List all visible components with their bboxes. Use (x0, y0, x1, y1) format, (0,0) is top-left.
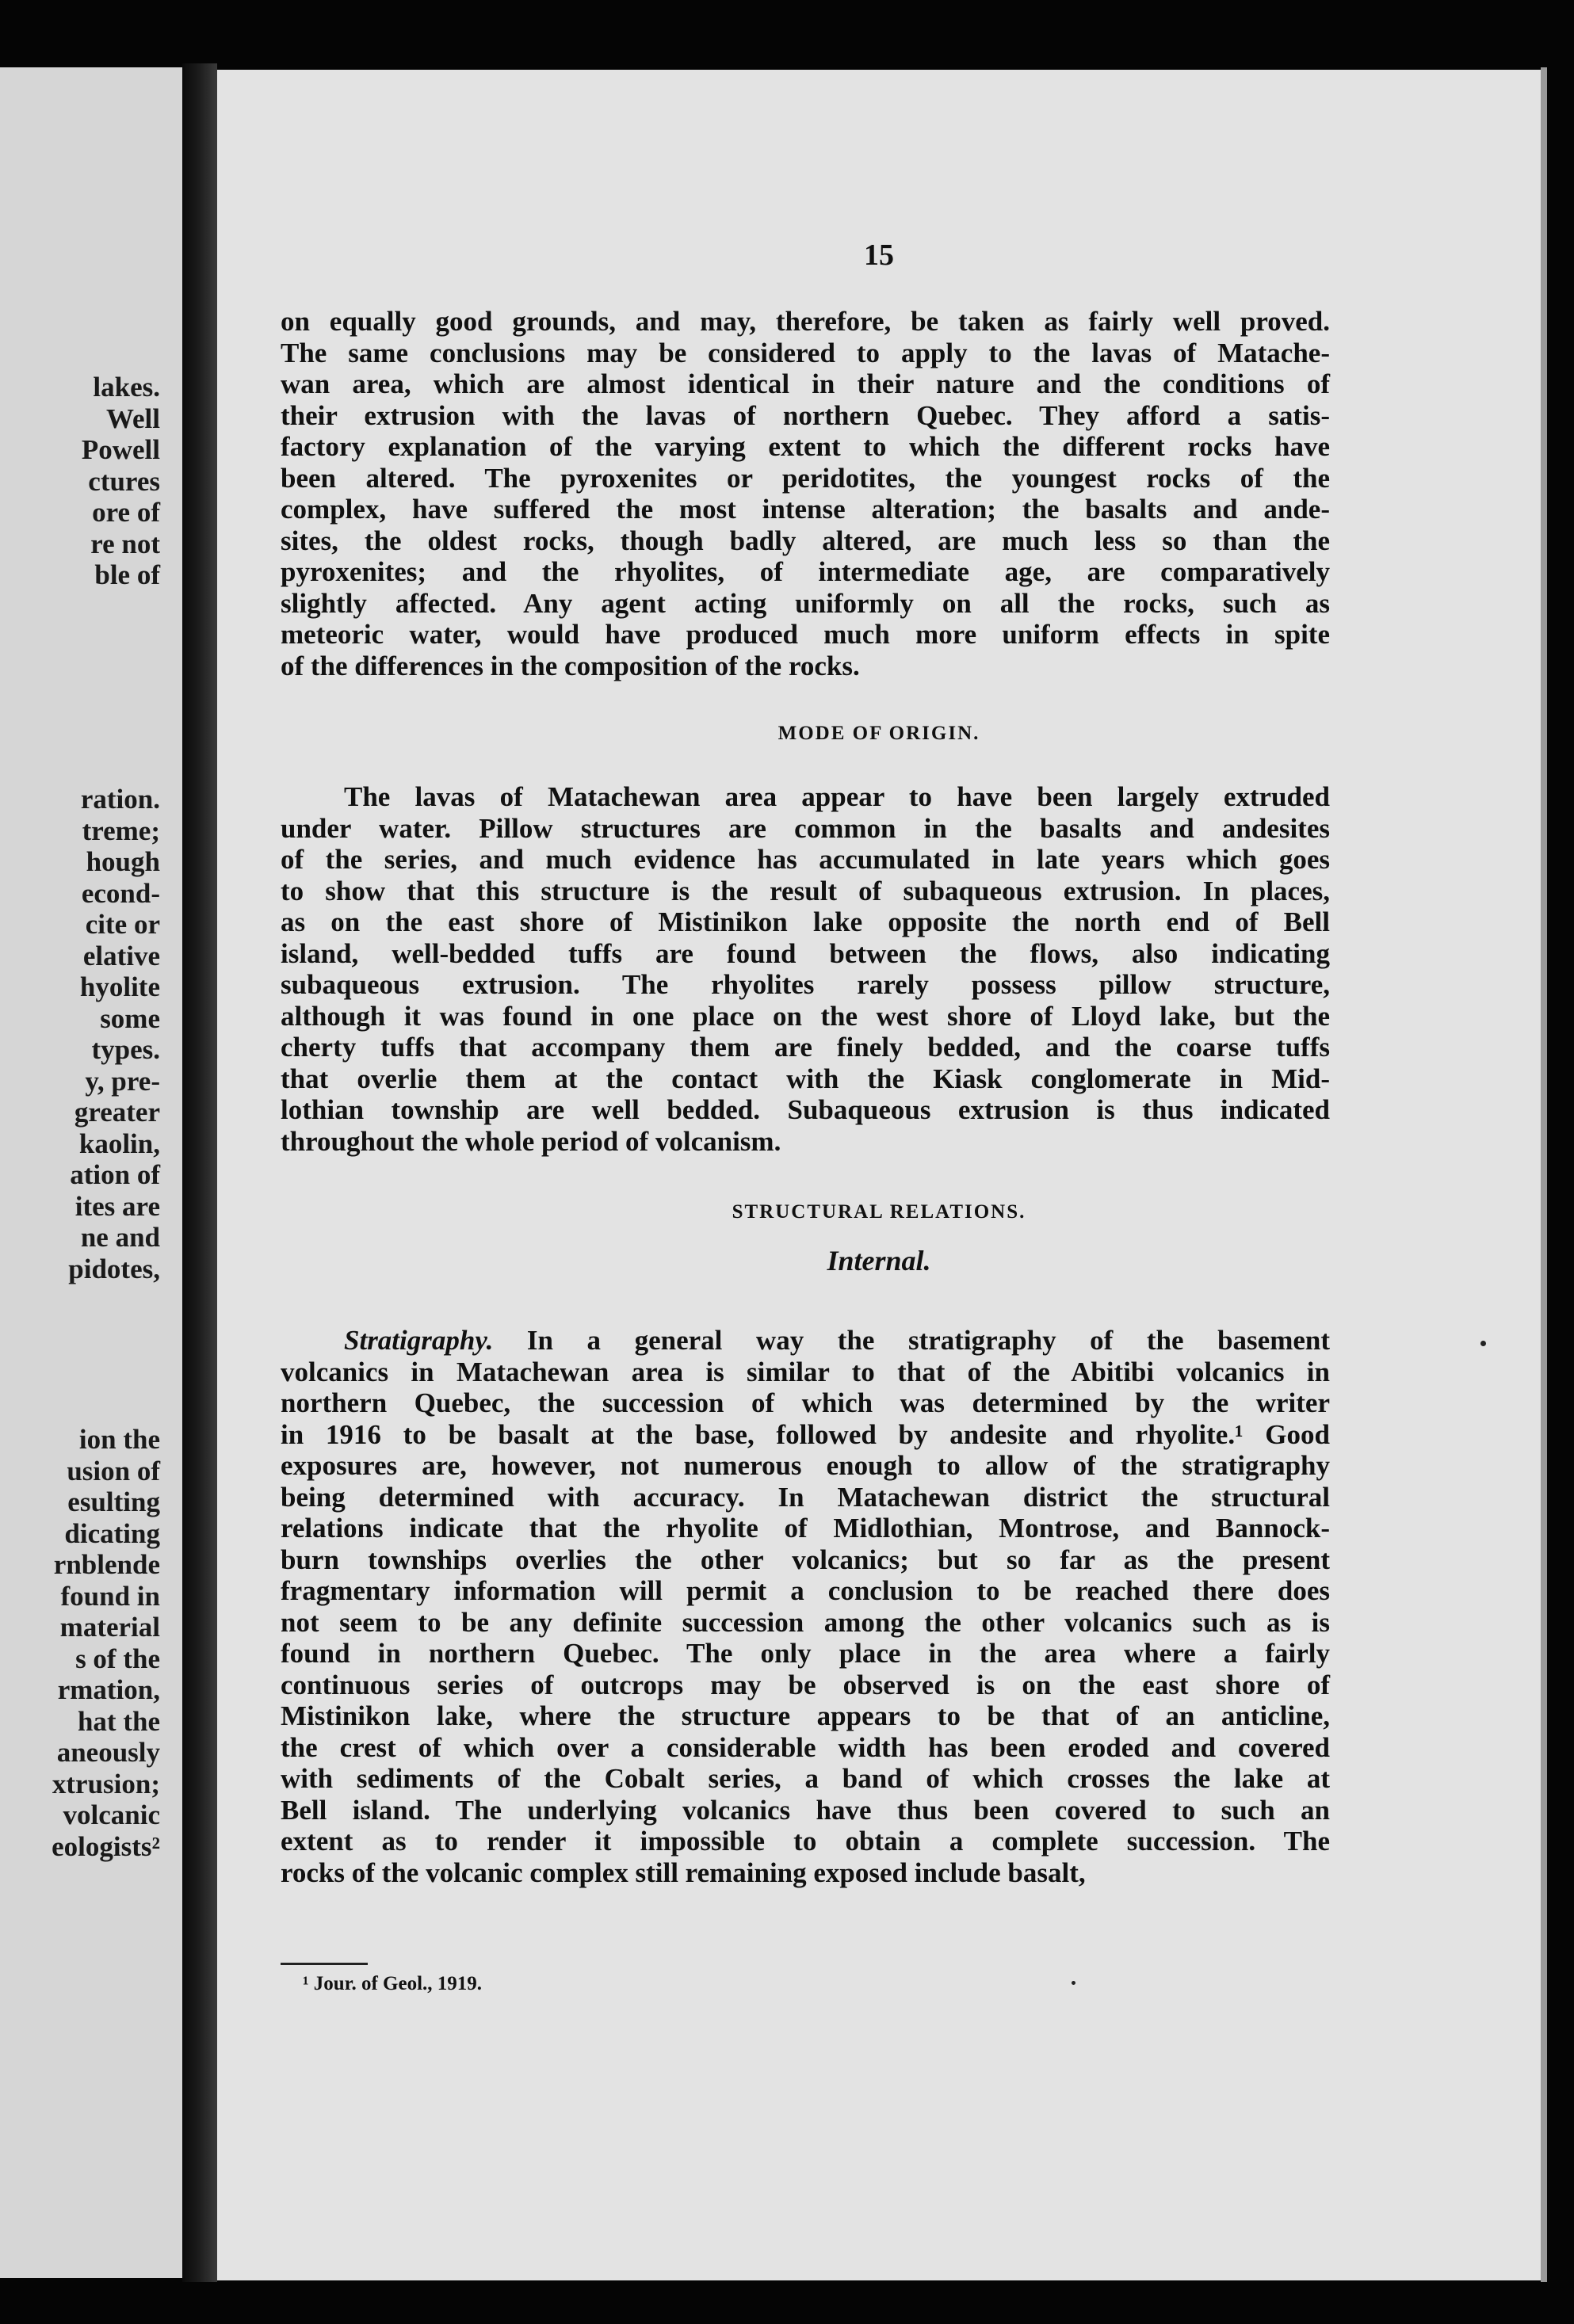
left-page-line-fragment: re not (90, 528, 160, 559)
left-page-text-block-3 (0, 1424, 182, 1862)
paragraph-line: been altered. The pyroxenites or peridotites, the youngest rocks of the (281, 462, 1330, 494)
left-page-line-fragment: greater (74, 1097, 160, 1128)
paragraph-line: as on the east shore of Mistinikon lake opposite the north end of Bell (281, 906, 1330, 937)
paragraph-line: slightly affected. Any agent acting uniformly on all the rocks, such as (281, 587, 1330, 619)
paragraph-line: burn townships overlies the other volcanics; but so far as the present (281, 1544, 1330, 1575)
book-gutter (182, 63, 217, 2282)
paragraph-line: found in northern Quebec. The only place in the area where a fairly (281, 1638, 1330, 1669)
section-heading-structural-relations: STRUCTURAL RELATIONS. (732, 1201, 1026, 1223)
paragraph-line: Bell island. The underlying volcanics have thus been covered to such an (281, 1794, 1330, 1826)
paragraph-line: volcanics in Matachewan area is similar to that of the Abitibi volcanics in (281, 1356, 1330, 1387)
runin-heading-stratigraphy: Stratigraphy. (344, 1325, 494, 1356)
paragraph-line: to show that this structure is the result of subaqueous extrusion. In places, (281, 875, 1330, 906)
left-page-line-fragment: s of the (75, 1643, 160, 1674)
left-page-line-fragment: hyolite (79, 971, 160, 1002)
paragraph-line: in 1916 to be basalt at the base, followed by andesite and rhyolite.¹ Good (281, 1418, 1330, 1450)
paragraph-line: island, well-bedded tuffs are found between the flows, also indicating (281, 937, 1330, 969)
subheading-internal: Internal. (827, 1245, 931, 1276)
left-page-line-fragment: ites are (74, 1190, 160, 1222)
left-page-line-fragment: some (100, 1002, 160, 1034)
left-page-line-fragment: Well (105, 403, 160, 434)
paragraph-line: relations indicate that the rhyolite of Midlothian, Montrose, and Bannock- (281, 1513, 1330, 1544)
paragraph-line: although it was found in one place on the west shore of Lloyd lake, but the (281, 1000, 1330, 1032)
paragraph-line: their extrusion with the lavas of northern Quebec. They afford a satis- (281, 399, 1330, 431)
section-heading-mode-of-origin: MODE OF ORIGIN. (777, 723, 980, 744)
paragraph-mode-of-origin (281, 781, 1330, 1157)
paragraph-line: rocks of the volcanic complex still remaining exposed include basalt, (281, 1857, 1086, 1888)
left-page-line-fragment: hat the (77, 1705, 160, 1737)
paragraph-line: continuous series of outcrops may be observed is on the east shore of (281, 1669, 1330, 1700)
left-page-line-fragment: elative (82, 940, 160, 971)
paragraph-line: with sediments of the Cobalt series, a band of which crosses the lake at (281, 1763, 1330, 1794)
left-page-line-fragment: found in (60, 1580, 160, 1612)
paragraph-line: under water. Pillow structures are common in the basalts and andesites (281, 812, 1330, 844)
paragraph-line-text: In a general way the stratigraphy of the basement (526, 1325, 1331, 1356)
left-page-line-fragment: types. (91, 1034, 160, 1065)
left-page-line-fragment: aneously (56, 1737, 160, 1768)
page-number: 15 (864, 239, 894, 272)
paragraph-line: wan area, which are almost identical in their nature and the conditions of (281, 368, 1330, 399)
dust-speck (1480, 1341, 1486, 1346)
paragraph-line: factory explanation of the varying extent to which the different rocks have (281, 431, 1330, 462)
paragraph-line: that overlie them at the contact with the Kiask conglomerate in Mid- (281, 1063, 1330, 1094)
left-page-line-fragment: usion of (67, 1455, 160, 1486)
left-page-line-fragment: ion the (78, 1424, 160, 1455)
paragraph-line: Mistinikon lake, where the structure appears to be that of an anticline, (281, 1700, 1330, 1731)
left-page-text-block-1 (0, 372, 182, 591)
paragraph-line: on equally good grounds, and may, therefore, be taken as fairly well proved. (281, 306, 1330, 337)
footnote-rule (281, 1963, 368, 1965)
paragraph-line: lothian township are well bedded. Subaqueous extrusion is thus indicated (281, 1094, 1330, 1125)
paragraph-line: pyroxenites; and the rhyolites, of intermediate age, are comparatively (281, 556, 1330, 587)
left-page-line-fragment: rnblende (53, 1549, 160, 1580)
left-page-line-fragment: ration. (80, 784, 160, 815)
left-page-line-fragment: kaolin, (78, 1128, 160, 1159)
left-page-line-fragment: ore of (92, 497, 160, 528)
left-page-line-fragment: lakes. (93, 372, 160, 403)
left-page-line-fragment: treme; (82, 815, 160, 846)
paragraph-line: of the series, and much evidence has accumulated in late years which goes (281, 844, 1330, 875)
paragraph-alteration (281, 306, 1330, 681)
paragraph-line: subaqueous extrusion. The rhyolites rarely possess pillow structure, (281, 969, 1330, 1000)
paragraph-line: The same conclusions may be considered to apply to the lavas of Matache- (281, 337, 1330, 368)
left-page-line-fragment: eologists² (52, 1830, 160, 1862)
paragraph-line (281, 1325, 1330, 1357)
paragraph-line: northern Quebec, the succession of which was determined by the writer (281, 1387, 1330, 1418)
paragraph-line: fragmentary information will permit a conclusion to be reached there does (281, 1575, 1330, 1606)
left-page-line-fragment: rmation, (57, 1674, 160, 1705)
left-page-line-fragment: pidotes, (68, 1253, 160, 1284)
right-page (217, 70, 1541, 2280)
paragraph-line: exposures are, however, not numerous enough to allow of the stratigraphy (281, 1450, 1330, 1481)
paragraph-line: being determined with accuracy. In Matachewan district the structural (281, 1481, 1330, 1513)
left-page-fragment (0, 67, 182, 2278)
paragraph-line: meteoric water, would have produced much more uniform effects in spite (281, 619, 1330, 650)
left-page-line-fragment: y, pre- (85, 1065, 160, 1097)
paragraph-line: cherty tuffs that accompany them are finely bedded, and the coarse tuffs (281, 1032, 1330, 1063)
dust-speck (1072, 1981, 1075, 1985)
left-page-line-fragment: material (59, 1612, 160, 1643)
left-page-line-fragment: ble of (94, 559, 160, 590)
paragraph-line: of the differences in the composition of the rocks. (281, 650, 860, 681)
paragraph-line: extent as to render it impossible to obtain a complete succession. The (281, 1826, 1330, 1857)
left-page-line-fragment: ation of (70, 1159, 160, 1190)
left-page-line-fragment: cite or (85, 909, 160, 940)
paragraph-line: The lavas of Matachewan area appear to have been largely extruded (344, 781, 1330, 812)
paragraph-line: the crest of which over a considerable width has been eroded and covered (281, 1731, 1330, 1763)
left-page-text-block-2 (0, 784, 182, 1284)
paragraph-line: throughout the whole period of volcanism. (281, 1125, 781, 1157)
footnote: ¹ Jour. of Geol., 1919. (303, 1973, 483, 1994)
paragraph-line: sites, the oldest rocks, though badly altered, are much less so than the (281, 525, 1330, 556)
left-page-line-fragment: Powell (81, 434, 160, 465)
left-page-line-fragment: dicating (64, 1517, 160, 1549)
left-page-line-fragment: volcanic (63, 1799, 160, 1830)
left-page-line-fragment: xtrusion; (52, 1768, 160, 1799)
left-page-line-fragment: econd- (81, 877, 160, 909)
left-page-line-fragment: ne and (80, 1222, 160, 1253)
left-page-line-fragment: ctures (88, 465, 160, 497)
paragraph-stratigraphy (281, 1325, 1330, 1888)
left-page-line-fragment: esulting (67, 1486, 160, 1517)
left-page-line-fragment: hough (86, 846, 160, 877)
paragraph-line: not seem to be any definite succession among the other volcanics such as is (281, 1606, 1330, 1638)
paragraph-line: complex, have suffered the most intense alteration; the basalts and ande- (281, 494, 1330, 525)
page-edge (1541, 67, 1547, 2282)
